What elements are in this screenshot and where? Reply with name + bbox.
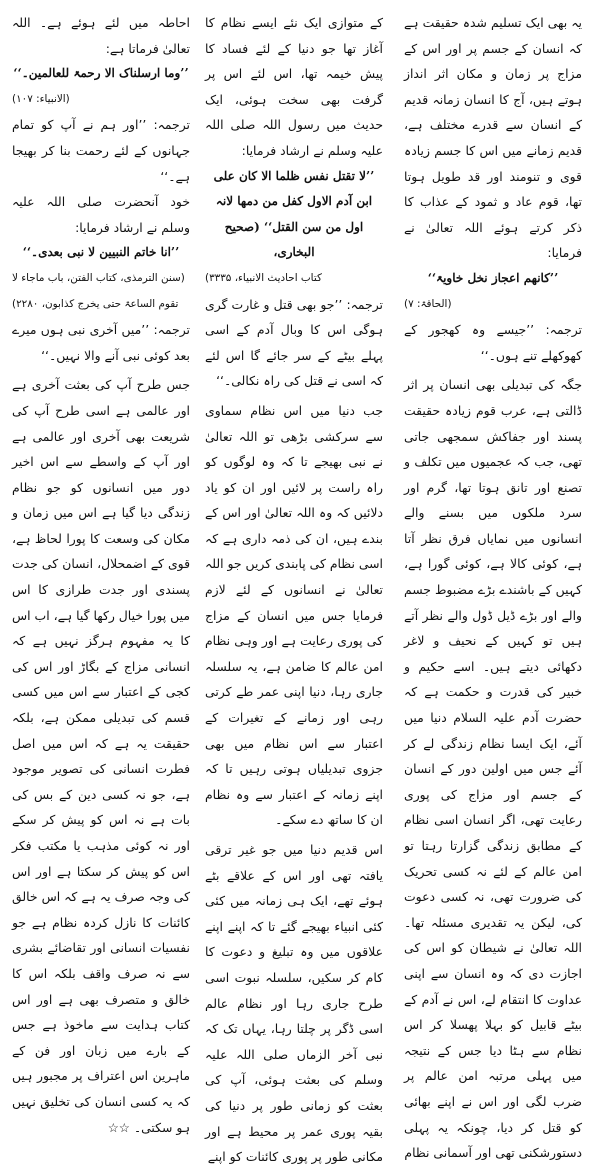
arabic-hadith: ’’لا تقتل نفس ظلما الا کان علی ابن آدم الاول کفل من دمھا لانہ اول من سن القتل‘‘ (صحیح البخاری، [213, 168, 375, 260]
paragraph: خود آنحضرت صلی اللہ علیہ وسلم نے ارشاد فرمایا: [12, 194, 190, 235]
paragraph: کے متوازی ایک نئے ایسے نظام کا آغاز تھا جو دنیا کے لئے فساد کا پیش خیمہ تھا، اس لئے اس پر گرفت بھی سخت ہوئی، ایک حدیث میں رسول اللہ صلی اللہ علیہ وسلم نے ارشاد فرمایا: [205, 15, 383, 158]
right-column [404, 10, 582, 1161]
translation: ترجمہ: ’’جو بھی قتل و غارت گری ہوگی اس کا وبال آدم کے اسی پہلے بیٹے کے سر جائے گا اس لئے کہ اسی نے قتل کی راہ نکالی۔‘‘ [205, 296, 383, 389]
citation: (الحاقۃ: ۷) [404, 297, 452, 310]
translation: ترجمہ: ’’جیسے وہ کھجور کے کھوکھلے تنے ہوں۔‘‘ [404, 322, 582, 363]
paragraph: جگہ کی تبدیلی بھی انسان پر اثر ڈالتی ہے، عرب قوم زیادہ حقیقت پسند اور جفاکش سمجھی جاتی تھی، جب کہ عجمیوں میں تکلف و تصنع اور تانق ہوتا تھا، گرم اور سرد ملکوں میں بسنے والے انسانوں میں نمایاں فرق نظر آتا ہے، کوئی کالا ہے، کوئی گورا ہے، کہیں کے باشندے بڑے مضبوط جسم والے اور بڑے ڈیل ڈول والے نظر آتے ہیں تو کہیں کے نحیف و لاغر دکھائی دیتے ہیں۔ اسے حکیم و خبیر کی قدرت و حکمت ہے کہ حضرت آدم علیہ السلام دنیا میں آئے، ایک ایسا نظام زندگی لے کر آئے جس میں اولین دور کے انسان کے جسم اور مزاج کی پوری رعایت تھی، اگر انسان اسی نظام کے مطابق زندگی گزارتا رہتا تو امن عالم کے لئے نہ کسی تحریک کی ضرورت تھی، نہ کسی دعوت کی، لیکن یہ تقدیری مسئلہ تھا۔ اللہ تعالیٰ نے شیطان کو اس کی اجازت دی کہ وہ انسان سے اپنی عداوت کا انتقام لے، اس نے آدم کے بیٹے قابیل کو بہلا پھسلا کر اس نظام سے ہٹا دیا جس کے نتیجہ میں پہلی مرتبہ امن عالم پر ضرب لگی اور اس نے اپنے بھائی کو قتل کر دیا، چونکہ یہ پہلی دستورشکنی تھی اور آسمانی نظام [404, 377, 582, 1161]
arabic-quote: ’’کانھم اعجاز نخل خاویۃ‘‘ [427, 270, 559, 285]
paragraph: اس قدیم دنیا میں جو غیر ترقی یافتہ تھی اور اس کے علاقے بٹے ہوئے تھے، ایک ہی زمانہ میں کئی کئی انبیاء بھیجے گئے تا کہ اپنے اپنے علاقوں میں وہ تبلیغ و دعوت کا کام کر سکیں، سلسلہ نبوت اسی طرح جاری رہا اور نظام عالم اسی ڈگر پر چلتا رہا، یہاں تک کہ نبی آخر الزماں صلی اللہ علیہ وسلم کی بعثت ہوئی، آپ کی بعثت کو زمانی طور پر دنیا کی بقیہ پوری عمر پر محیط ہے اور مکانی طور پر پوری کائنات کو اپنے [205, 842, 383, 1165]
left-column [12, 10, 190, 1135]
translation: ترجمہ: ’’میں آخری نبی ہوں میرے بعد کوئی نبی آنے والا نہیں۔‘‘ [12, 322, 190, 363]
citation: (الانبیاء: ۱۰۷) [12, 92, 70, 105]
citation: (سنن الترمذی، کتاب الفتن، باب ماجاء لا تقوم الساعۃ حتی یخرج کذابون، ۲۲۸۰) [12, 271, 185, 310]
paragraph: یہ بھی ایک تسلیم شدہ حقیقت ہے کہ انسان کے جسم پر اور اس کے مزاج پر زمان و مکان اثر انداز ہوتے ہیں، آج کا انسان زمانہ قدیم کے انسان سے قدرے مختلف ہے، قدیم زمانے میں اس کا جسم زیادہ قوی و تنومند اور قد طویل ہوتا تھا، قوم عاد و ثمود کے عذاب کا ذکر کرتے ہوئے اللہ تعالیٰ نے فرمایا: [404, 15, 582, 261]
paragraph: جس طرح آپ کی بعثت آخری ہے اور عالمی ہے اسی طرح آپ کی شریعت بھی آخری اور عالمی ہے اور آپ کے واسطے سے اس اخیر دور میں انسانوں کو جو نظام زندگی دیا گیا ہے اس میں زمان و مکان کی وسعت کا پورا لحاظ ہے، قوی کے اضمحلال، انسان کی جدت پسندی اور جدت طرازی کا اس میں پورا خیال رکھا گیا ہے، اب اس کا یہ مفہوم ہرگز نہیں ہے کہ انسانی مزاج کے بگاڑ اور اس کی کجی کے اعتبار سے اس میں کسی قسم کی تبدیلی ممکن ہے، بلکہ حقیقت یہ ہے کہ اس میں اصل فطرت انسانی کی تصویر موجود ہے، جو نہ کسی دین کے بس کی بات ہے نہ اس کو پیش کر سکے اور نہ کوئی مذہب یا مکتب فکر اس کو پیش کر سکتا ہے اور اس کی وجہ صرف یہ ہے کہ اس خالق کائنات کا نازل کردہ نظام ہے جو نفسیات انسانی اور تقاضائے بشری سے نہ صرف واقف بلکہ اس کا خالق و متصرف بھی ہے اور اس کتاب ہدایت سے ماخوذ ہے جس کے بارے میں زبان اور فن کے ماہرین اس اعتراف پر مجبور ہیں کہ یہ کسی انسان کی تخلیق نہیں ہو سکتی۔ ☆☆ [12, 377, 190, 1135]
arabic-verse: ’’وما ارسلناک الا رحمۃ للعالمین۔‘‘ [13, 66, 189, 81]
middle-column [205, 10, 383, 1165]
paragraph: جب دنیا میں اس نظام سماوی سے سرکشی بڑھی تو اللہ تعالیٰ نے نبی بھیجے تا کہ وہ لوگوں کو راہ راست پر لائیں اور ان کو یاد دلائیں کہ وہ اللہ تعالیٰ اور اس کے بندے ہیں، ان کی ذمہ داری ہے کہ اسی نظام کی پابندی کریں جو اللہ تعالیٰ نے انسانوں کے لئے لازم فرمایا جس میں انسان کے مزاج کی پوری رعایت ہے اور وہی نظام امن عالم کا ضامن ہے، یہ سلسلہ جاری رہا، دنیا اپنی عمر طے کرتی رہی اور زمانے کے تغیرات کے اعتبار سے اس نظام میں بھی جزوی تبدیلیاں ہوتی رہیں تا کہ اپنے زمانہ کے اعتبار سے وہ نظام ان کا ساتھ دے سکے۔ [205, 402, 383, 828]
translation: ترجمہ: ’’اور ہم نے آپ کو تمام جہانوں کے لئے رحمت بنا کر بھیجا ہے۔‘‘ [12, 117, 190, 184]
arabic-hadith: ’’انا خاتم النبیین لا نبی بعدی۔‘‘ [22, 245, 180, 260]
paragraph: احاطہ میں لئے ہوئے ہے۔ اللہ تعالیٰ فرماتا ہے: [12, 15, 190, 56]
citation: کتاب احادیث الانبیاء، ۳۳۳۵) [205, 271, 322, 284]
